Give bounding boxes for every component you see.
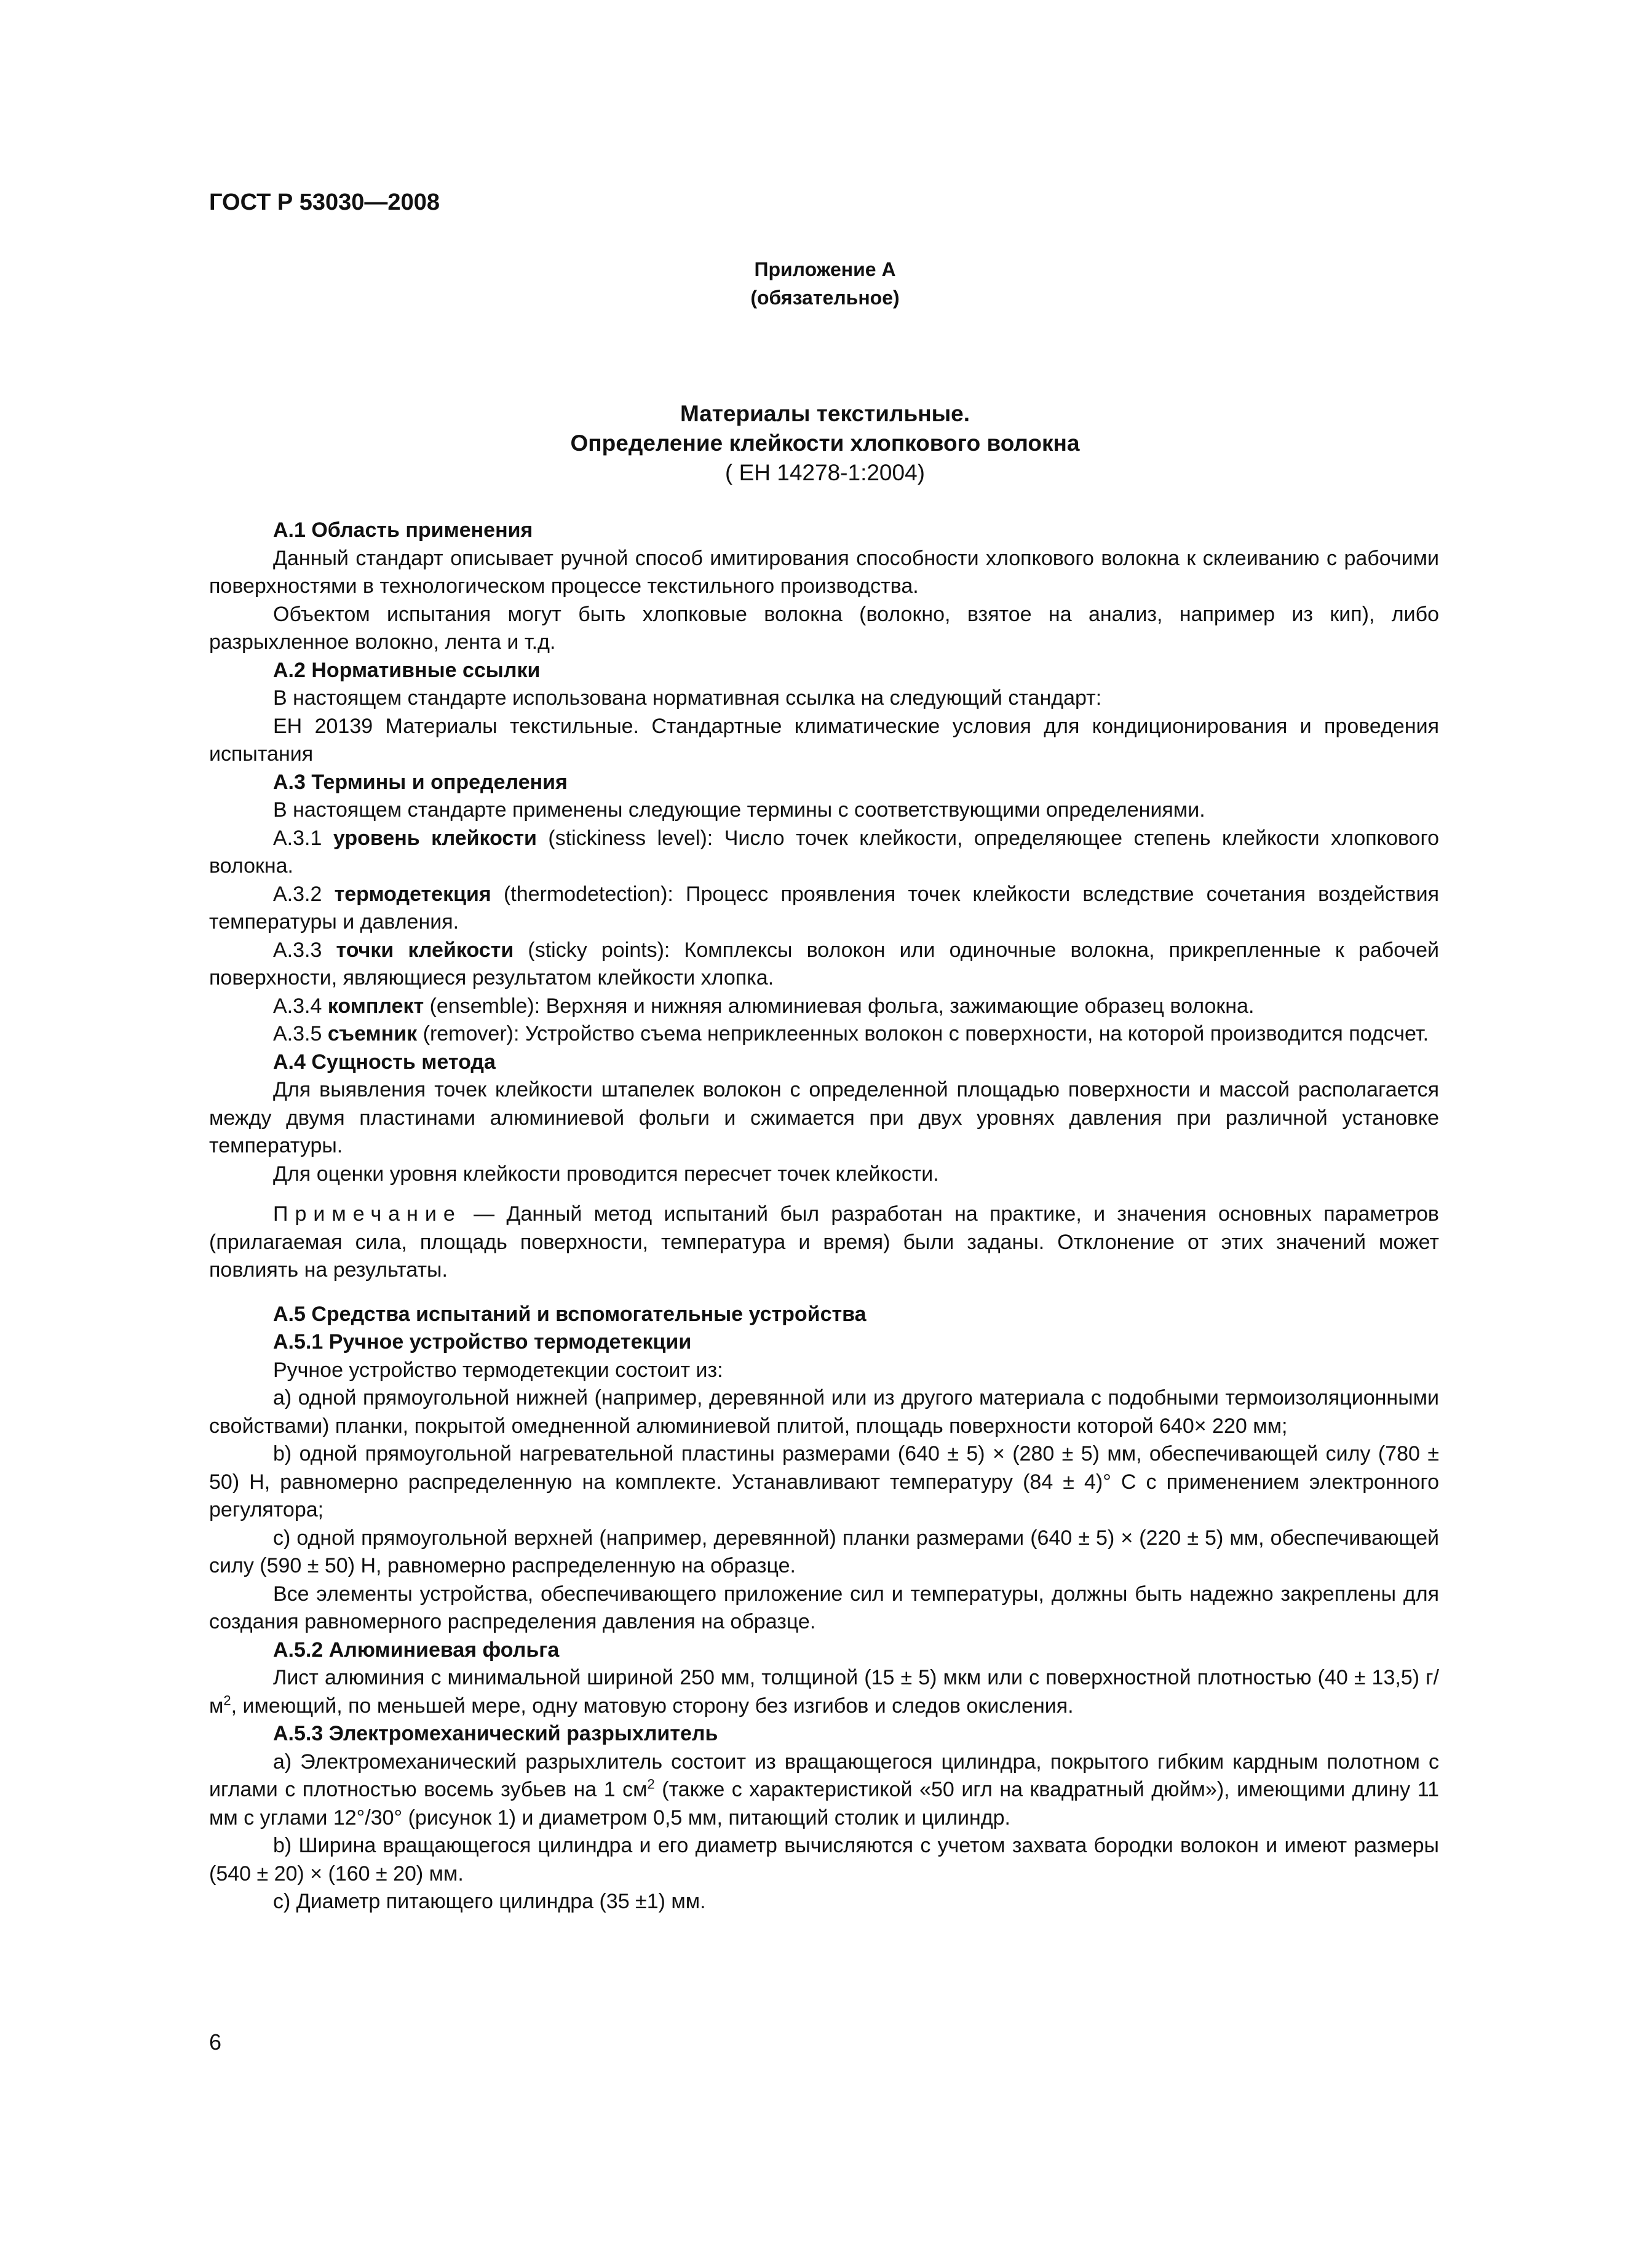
paragraph: [209, 1664, 1439, 1720]
term-number: А.3.3: [273, 938, 322, 962]
paragraph: В настоящем стандарте применены следующие термины с соответствующими определениями.: [273, 798, 1205, 822]
subsection-heading: А.5.3 Электромеханический разрыхлитель: [273, 1722, 718, 1745]
paragraph: Для выявления точек клейкости штапелек волокон с определенной площадью поверхности и массой располагается между двумя пластинами алюминиевой фольги и сжимается при двух уровнях давления при различной установке температуры.: [209, 1078, 1439, 1157]
term-number: А.3.2: [273, 882, 322, 906]
text-fragment: , имеющий, по меньшей мере, одну матовую сторону без изгибов и следов окисления.: [231, 1694, 1074, 1718]
appendix-subtitle: (обязательное): [750, 287, 900, 309]
term-text: (ensemble): Верхняя и нижняя алюминиевая фольга, зажимающие образец волокна.: [429, 994, 1255, 1018]
paragraph: ЕН 20139 Материалы текстильные. Стандартные климатические условия для кондиционирования и проведения испытания: [209, 714, 1439, 766]
list-item: c) Диаметр питающего цилиндра (35 ±1) мм.: [273, 1890, 706, 1913]
term-text: (stickiness level): Число точек клейкости, определяющее степень клейкости хлопкового волокна.: [209, 826, 1440, 878]
section-heading: А.5 Средства испытаний и вспомогательные устройства: [273, 1302, 867, 1326]
term-definition: [209, 1020, 1439, 1049]
term-number: А.3.1: [273, 826, 322, 850]
term-text: (thermodetection): Процесс проявления точек клейкости вследствие сочетания воздействия температуры и давления.: [209, 882, 1439, 934]
doc-title-line2: Определение клейкости хлопкового волокна: [570, 430, 1080, 456]
term-definition: [209, 993, 1439, 1021]
term-definition: [209, 881, 1439, 937]
term-number: А.3.4: [273, 994, 322, 1018]
term-text: (remover): Устройство съема неприклеенных волокон с поверхности, на которой производится подсчет.: [422, 1022, 1429, 1045]
note-label: Примечание: [273, 1202, 462, 1226]
term: уровень клейкости: [333, 826, 537, 850]
term: термодетекция: [334, 882, 491, 906]
doc-title-line1: Материалы текстильные.: [680, 401, 970, 426]
subsection-heading: А.5.2 Алюминиевая фольга: [273, 1638, 560, 1662]
page-number: 6: [209, 2029, 222, 2055]
paragraph: В настоящем стандарте использована нормативная ссылка на следующий стандарт:: [273, 686, 1102, 710]
term-definition: [209, 937, 1439, 993]
text-fragment: Лист алюминия с минимальной шириной 250 мм, толщиной (15 ± 5) мкм или с поверхностной плотностью (40 ± 13,5) г/м: [209, 1666, 1439, 1718]
list-item: c) одной прямоугольной верхней (например, деревянной) планки размерами (640 ± 5) × (220 ± 5) мм, обеспечивающей силу (590 ± 50) Н, равномерно распределенную на образце.: [209, 1526, 1439, 1577]
text-fragment: (также с характеристикой «50 игл на квадратный дюйм»), имеющими длину 11 мм с углами 12°/30° (рисунок 1) и диаметром 0,5 мм, питающий столик и цилиндр.: [209, 1778, 1439, 1830]
term-number: А.3.5: [273, 1022, 322, 1045]
paragraph: Для оценки уровня клейкости проводится пересчет точек клейкости.: [273, 1162, 939, 1186]
appendix-title: Приложение А: [754, 258, 896, 280]
term: точки клейкости: [336, 938, 514, 962]
list-item: b) Ширина вращающегося цилиндра и его диаметр вычисляются с учетом захвата бородки волокон и имеют размеры (540 ± 20) × (160 ± 20) мм.: [209, 1834, 1439, 1885]
section-heading: А.1 Область применения: [273, 518, 533, 542]
note: [209, 1200, 1439, 1285]
list-item: а) одной прямоугольной нижней (например, деревянной или из другого материала с подобными термоизоляционными свойствами) планки, покрытой омедненной алюминиевой плитой, площадь поверхности которой 640× 220 мм;: [209, 1386, 1439, 1438]
document-code: ГОСТ Р 53030—2008: [209, 189, 440, 215]
doc-title-line3: ( ЕН 14278-1:2004): [725, 460, 925, 485]
term: комплект: [327, 994, 424, 1018]
paragraph: Данный стандарт описывает ручной способ имитирования способности хлопкового волокна к склеиванию с рабочими поверхностями в технологическом процессе текстильного производства.: [209, 546, 1439, 598]
superscript: 2: [647, 1776, 655, 1792]
paragraph: Ручное устройство термодетекции состоит из:: [273, 1358, 723, 1382]
list-item: b) одной прямоугольной нагревательной пластины размерами (640 ± 5) × (280 ± 5) мм, обеспечивающей силу (780 ± 50) Н, равномерно распределенную на комплекте. Устанавливают температуру (84 ± 4)° С с применением электронного регулятора;: [209, 1442, 1439, 1521]
superscript: 2: [223, 1692, 231, 1708]
document-body: [209, 517, 1439, 1916]
section-heading: А.3 Термины и определения: [273, 770, 568, 794]
note-text: — Данный метод испытаний был разработан на практике, и значения основных параметров (прилагаемая сила, площадь поверхности, температура и время) были заданы. Отклонение от этих значений может повлиять на результаты.: [209, 1202, 1439, 1282]
text-fragment: а) Электромеханический разрыхлитель состоит из вращающегося цилиндра, покрытого гибким кардным полотном с иглами с плотностью восемь зубьев на 1 см: [209, 1750, 1439, 1801]
paragraph: Объектом испытания могут быть хлопковые волокна (волокно, взятое на анализ, например из кип), либо разрыхленное волокно, лента и т.д.: [209, 602, 1439, 654]
subsection-heading: А.5.1 Ручное устройство термодетекции: [273, 1330, 692, 1354]
section-heading: А.2 Нормативные ссылки: [273, 658, 541, 682]
term-definition: [209, 825, 1439, 881]
paragraph: Все элементы устройства, обеспечивающего приложение сил и температуры, должны быть надежно закреплены для создания равномерного распределения давления на образце.: [209, 1582, 1439, 1633]
list-item: [209, 1748, 1439, 1833]
section-heading: А.4 Сущность метода: [273, 1050, 496, 1074]
term: съемник: [327, 1022, 418, 1045]
term-text: (sticky points): Комплексы волокон или одиночные волокна, прикрепленные к рабочей поверхности, являющиеся результатом клейкости хлопка.: [209, 938, 1439, 989]
